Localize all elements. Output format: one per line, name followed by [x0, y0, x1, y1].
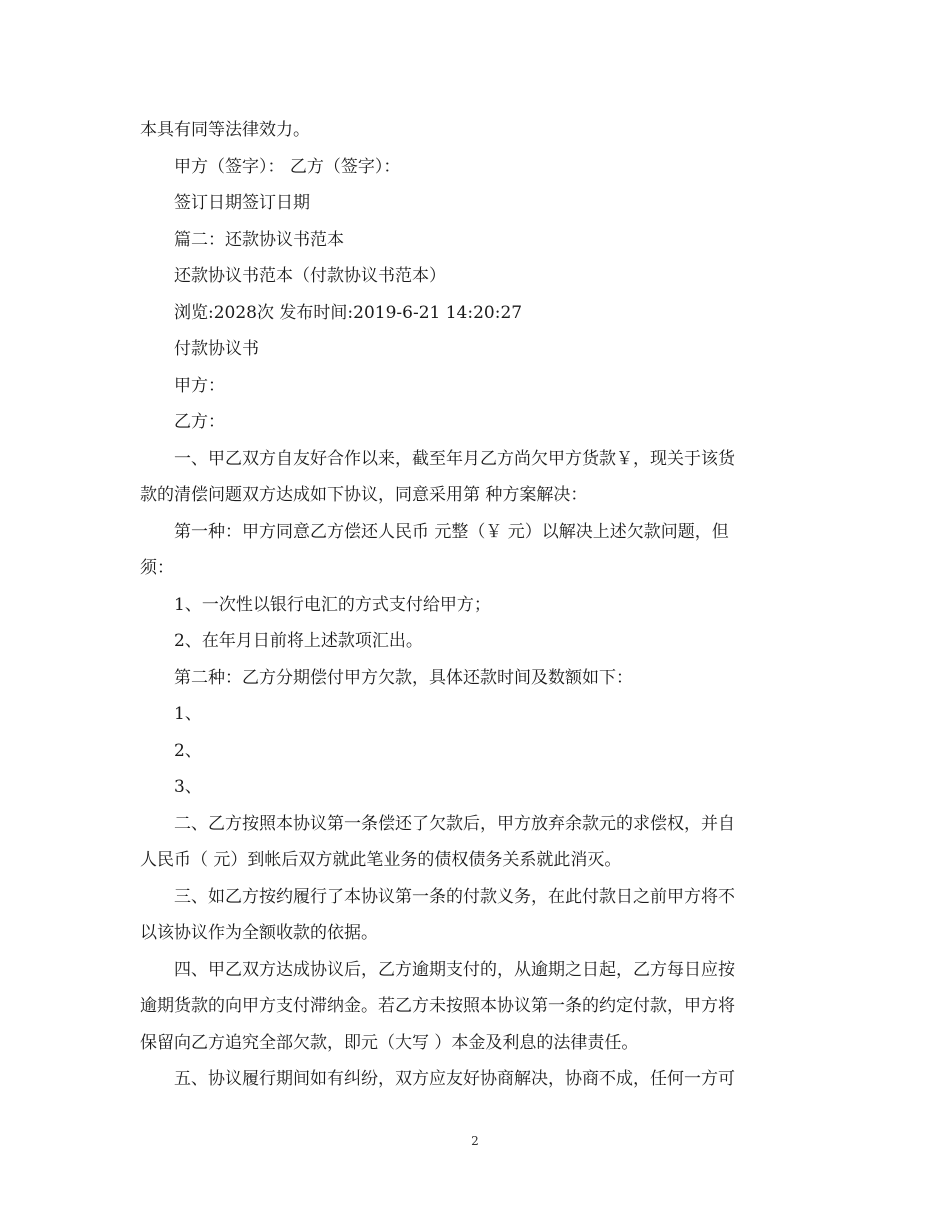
section-heading: 篇二：还款协议书范本	[174, 229, 344, 250]
party-b-line: 乙方：	[174, 412, 225, 432]
text-line: 二、乙方按照本协议第一条偿还了欠款后，甲方放弃余款元的求偿权，并自	[174, 813, 735, 834]
document-body	[140, 112, 810, 1098]
list-item: 1、	[174, 704, 202, 724]
list-item: 1、一次性以银行电汇的方式支付给甲方；	[174, 594, 491, 615]
list-item: 3、	[174, 777, 202, 797]
text-line: 三、如乙方按约履行了本协议第一条的付款义务，在此付款日之前甲方将不	[174, 886, 735, 907]
text-line: 款的清偿问题双方达成如下协议，同意采用第 种方案解决：	[140, 485, 588, 505]
meta-info: 浏览:2028次 发布时间:2019-6-21 14:20:27	[174, 302, 523, 323]
text-line: 须：	[140, 558, 174, 578]
text-line: 签订日期签订日期	[174, 193, 310, 213]
text-line: 五、协议履行期间如有纠纷，双方应友好协商解决，协商不成，任何一方可	[174, 1069, 735, 1089]
text-line: 人民币（ 元）到帐后双方就此笔业务的债权债务关系就此消灭。	[140, 850, 622, 870]
text-line: 第二种：乙方分期偿付甲方欠款，具体还款时间及数额如下：	[174, 667, 633, 688]
text-line: 甲方（签字）： 乙方（签字）：	[174, 156, 401, 177]
document-title: 还款协议书范本（付款协议书范本）	[174, 266, 446, 286]
list-item: 2、	[174, 740, 202, 761]
party-a-line: 甲方：	[174, 375, 225, 396]
page-number: 2	[471, 1134, 479, 1148]
text-line: 四、甲乙双方达成协议后，乙方逾期支付的，从逾期之日起，乙方每日应按	[174, 959, 735, 980]
text-line: 一、甲乙双方自友好合作以来，截至年月乙方尚欠甲方货款￥，现关于该货	[174, 448, 735, 469]
text-line: 逾期货款的向甲方支付滞纳金。若乙方未按照本协议第一条的约定付款，甲方将	[140, 996, 735, 1016]
text-line: 保留向乙方追究全部欠款，即元（大写 ）本金及利息的法律责任。	[140, 1032, 639, 1053]
text-line: 本具有同等法律效力。	[140, 120, 310, 140]
text-line: 以该协议作为全额收款的依据。	[140, 923, 378, 943]
list-item: 2、在年月日前将上述款项汇出。	[174, 631, 423, 651]
agreement-title: 付款协议书	[174, 339, 259, 359]
text-line: 第一种：甲方同意乙方偿还人民币 元整（￥ 元）以解决上述欠款问题，但	[174, 521, 729, 542]
